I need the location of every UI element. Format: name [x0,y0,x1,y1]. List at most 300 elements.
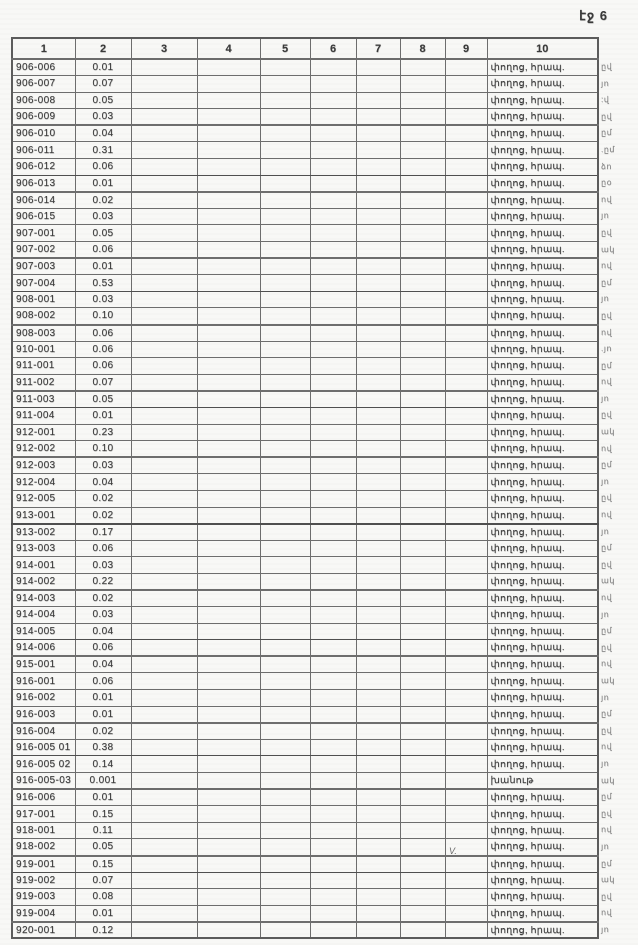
empty-cell [400,325,445,342]
empty-cell [445,773,487,790]
empty-cell [197,756,260,773]
code-cell: 912-004 [12,474,75,491]
empty-cell [356,125,400,142]
table-row [12,789,598,806]
usage-cell: փողոց, հրապ. [487,905,598,922]
empty-cell [400,308,445,325]
empty-cell [260,905,310,922]
code-cell: 915-001 [12,656,75,673]
empty-cell [197,424,260,441]
table-row [12,889,598,906]
area-cell: 0.06 [75,640,131,657]
empty-cell [400,175,445,192]
empty-cell [197,507,260,524]
empty-cell [197,690,260,707]
margin-fragment: ըմ [601,360,613,370]
empty-cell [310,391,356,408]
empty-cell [310,291,356,308]
empty-cell [400,640,445,657]
empty-cell [445,905,487,922]
empty-cell [356,109,400,126]
empty-cell [356,905,400,922]
empty-cell [310,922,356,939]
margin-fragment: ըվ [601,410,613,420]
area-cell: 0.01 [75,789,131,806]
table-row [12,242,598,259]
empty-cell [445,407,487,424]
empty-cell [131,275,197,292]
margin-fragment: ըմ [601,858,613,868]
empty-cell [131,208,197,225]
empty-cell [356,656,400,673]
empty-cell [197,640,260,657]
empty-cell [131,922,197,939]
empty-cell [445,490,487,507]
empty-cell [197,623,260,640]
code-cell: 907-004 [12,275,75,292]
margin-fragment: ըմ [601,277,613,287]
empty-cell [131,789,197,806]
table-row [12,872,598,889]
area-cell: 0.23 [75,424,131,441]
empty-cell [356,424,400,441]
empty-cell [260,507,310,524]
empty-cell [260,208,310,225]
empty-cell [356,441,400,458]
empty-cell [310,822,356,839]
empty-cell [400,125,445,142]
table-row [12,109,598,126]
empty-cell [445,275,487,292]
empty-cell [445,441,487,458]
empty-cell [260,607,310,624]
empty-cell [356,242,400,259]
empty-cell [260,822,310,839]
area-cell: 0.07 [75,872,131,889]
margin-fragment: ով [601,825,613,835]
margin-fragment: յո [601,692,610,702]
empty-cell [445,872,487,889]
empty-cell [197,109,260,126]
empty-cell [197,872,260,889]
empty-cell [400,540,445,557]
empty-cell [445,358,487,375]
usage-cell: փողոց, հրապ. [487,490,598,507]
table-row [12,258,598,275]
table-row [12,723,598,740]
usage-cell: փողոց, հրապ. [487,109,598,126]
empty-cell [197,540,260,557]
margin-fragment: ըվ [601,111,613,121]
empty-cell [356,922,400,939]
empty-cell [197,806,260,823]
empty-cell [400,159,445,176]
area-cell: 0.04 [75,474,131,491]
empty-cell [131,590,197,607]
area-cell: 0.01 [75,706,131,723]
table-row [12,341,598,358]
empty-cell [310,242,356,259]
empty-cell [445,507,487,524]
empty-cell [445,739,487,756]
scan-table [11,37,599,939]
usage-cell: փողոց, հրապ. [487,623,598,640]
empty-cell [131,872,197,889]
margin-fragment: ըմ [601,460,613,470]
code-cell: 913-002 [12,524,75,541]
empty-cell [445,822,487,839]
empty-cell [356,623,400,640]
empty-cell [197,739,260,756]
table-row [12,623,598,640]
empty-cell [197,524,260,541]
empty-cell [356,739,400,756]
empty-cell [445,573,487,590]
empty-cell [445,308,487,325]
empty-cell [400,490,445,507]
empty-cell [310,889,356,906]
area-cell: 0.06 [75,341,131,358]
area-cell: 0.04 [75,623,131,640]
empty-cell [131,822,197,839]
empty-cell [400,789,445,806]
empty-cell [260,374,310,391]
empty-cell [197,291,260,308]
empty-cell [131,424,197,441]
usage-cell: փողոց, հրապ. [487,557,598,574]
column-header: 10 [487,38,598,59]
table-row [12,225,598,242]
empty-cell [356,208,400,225]
empty-cell [310,872,356,889]
area-cell: 0.01 [75,905,131,922]
empty-cell [260,490,310,507]
empty-cell [197,656,260,673]
empty-cell [310,656,356,673]
area-cell: 0.07 [75,374,131,391]
empty-cell [400,507,445,524]
empty-cell [445,474,487,491]
empty-cell [400,673,445,690]
empty-cell [445,723,487,740]
empty-cell [356,789,400,806]
empty-cell [310,806,356,823]
margin-fragment: ըվ [601,642,613,652]
empty-cell [356,806,400,823]
empty-cell [131,441,197,458]
empty-cell [260,175,310,192]
empty-cell [445,175,487,192]
usage-cell: փողոց, հրապ. [487,474,598,491]
code-cell: 919-003 [12,889,75,906]
margin-fragment: յո [601,476,610,486]
empty-cell [310,192,356,209]
empty-cell [310,756,356,773]
empty-cell [310,524,356,541]
empty-cell [310,557,356,574]
empty-cell [356,175,400,192]
table-row [12,291,598,308]
code-cell: 912-002 [12,441,75,458]
empty-cell [400,76,445,93]
code-cell: 911-004 [12,407,75,424]
empty-cell [356,457,400,474]
empty-cell [260,573,310,590]
area-cell: 0.22 [75,573,131,590]
empty-cell [260,441,310,458]
empty-cell [310,424,356,441]
empty-cell [260,225,310,242]
empty-cell [356,773,400,790]
usage-cell: փողոց, հրապ. [487,125,598,142]
empty-cell [400,739,445,756]
empty-cell [445,109,487,126]
empty-cell [131,806,197,823]
margin-fragment: ակ [601,675,615,685]
table-row [12,325,598,342]
empty-cell [400,59,445,76]
empty-cell [260,922,310,939]
empty-cell [260,258,310,275]
empty-cell [260,557,310,574]
empty-cell [131,739,197,756]
empty-cell [445,142,487,159]
empty-cell [197,922,260,939]
empty-cell [356,258,400,275]
usage-cell: փողոց, հրապ. [487,922,598,939]
empty-cell [131,856,197,873]
usage-cell: փողոց, հրապ. [487,524,598,541]
empty-cell [310,607,356,624]
area-cell: 0.06 [75,358,131,375]
area-cell: 0.001 [75,773,131,790]
code-cell: 907-001 [12,225,75,242]
margin-fragments [601,59,635,938]
table-row [12,806,598,823]
margin-fragment: ակ [601,576,615,586]
empty-cell [310,92,356,109]
empty-cell [445,557,487,574]
empty-cell [260,656,310,673]
empty-cell [400,607,445,624]
code-cell: 910-001 [12,341,75,358]
empty-cell [445,208,487,225]
empty-cell [260,773,310,790]
code-cell: 906-013 [12,175,75,192]
table-body [12,59,598,938]
empty-cell [445,856,487,873]
table-row [12,856,598,873]
empty-cell [400,889,445,906]
code-cell: 906-011 [12,142,75,159]
empty-cell [260,391,310,408]
empty-cell [310,706,356,723]
empty-cell [197,192,260,209]
area-cell: 0.03 [75,557,131,574]
empty-cell [131,192,197,209]
margin-fragment: ով [601,659,613,669]
usage-cell: փողոց, հրապ. [487,59,598,76]
table-row [12,590,598,607]
margin-fragment: ըմ [601,709,613,719]
empty-cell [356,325,400,342]
area-cell: 0.01 [75,175,131,192]
empty-cell [445,92,487,109]
code-cell: 918-001 [12,822,75,839]
area-cell: 0.03 [75,109,131,126]
empty-cell [197,773,260,790]
empty-cell [400,706,445,723]
empty-cell [400,291,445,308]
table-row [12,125,598,142]
margin-fragment: ով [601,510,613,520]
empty-cell [260,142,310,159]
margin-fragment: ըվ [601,891,613,901]
empty-cell [131,59,197,76]
empty-cell [260,806,310,823]
empty-cell [310,789,356,806]
empty-cell [400,656,445,673]
empty-cell [445,374,487,391]
empty-cell [400,208,445,225]
empty-cell [356,291,400,308]
empty-cell [197,889,260,906]
code-cell: 912-001 [12,424,75,441]
empty-cell [131,308,197,325]
empty-cell [310,258,356,275]
empty-cell [356,673,400,690]
margin-fragment: ըմ [601,626,613,636]
empty-cell [131,706,197,723]
empty-cell [260,889,310,906]
empty-cell [197,557,260,574]
empty-cell [310,125,356,142]
table-row [12,424,598,441]
empty-cell [197,706,260,723]
margin-fragment: ակ [601,875,615,885]
table-row [12,640,598,657]
usage-cell: փողոց, հրապ. [487,640,598,657]
table-row [12,673,598,690]
empty-cell [400,756,445,773]
empty-cell [197,474,260,491]
empty-cell [260,192,310,209]
table-row [12,474,598,491]
empty-cell [445,690,487,707]
empty-cell [445,756,487,773]
area-cell: 0.15 [75,856,131,873]
empty-cell [310,374,356,391]
usage-cell: փողոց, հրապ. [487,407,598,424]
empty-cell [356,856,400,873]
area-cell: 0.17 [75,524,131,541]
margin-fragment: յո [601,924,610,934]
empty-cell [400,573,445,590]
table-row [12,656,598,673]
empty-cell [400,457,445,474]
code-cell: 916-005 02 [12,756,75,773]
usage-cell: փողոց, հրապ. [487,590,598,607]
table-row [12,507,598,524]
margin-fragment: յո [601,294,610,304]
empty-cell [310,76,356,93]
column-header: 1 [12,38,75,59]
header-row [12,38,598,59]
empty-cell [400,441,445,458]
empty-cell [260,706,310,723]
code-cell: 906-009 [12,109,75,126]
empty-cell [400,524,445,541]
margin-fragment: ըօ [601,178,612,188]
empty-cell [356,872,400,889]
table-row [12,573,598,590]
code-cell: 914-001 [12,557,75,574]
usage-cell: փողոց, հրապ. [487,391,598,408]
empty-cell [445,590,487,607]
usage-cell: փողոց, հրապ. [487,856,598,873]
empty-cell [356,723,400,740]
empty-cell [400,922,445,939]
empty-cell [260,76,310,93]
empty-cell [400,822,445,839]
empty-cell [445,325,487,342]
empty-cell [356,341,400,358]
empty-cell [445,125,487,142]
empty-cell [400,275,445,292]
empty-cell [356,839,400,856]
usage-cell: փողոց, հրապ. [487,208,598,225]
empty-cell [131,242,197,259]
margin-fragment: ով [601,327,613,337]
empty-cell [131,905,197,922]
empty-cell [445,225,487,242]
empty-cell [197,839,260,856]
usage-cell: փողոց, հրապ. [487,341,598,358]
empty-cell [400,723,445,740]
margin-fragment: ով [601,908,613,918]
code-cell: 911-002 [12,374,75,391]
code-cell: 911-001 [12,358,75,375]
code-cell: 906-006 [12,59,75,76]
code-cell: 906-012 [12,159,75,176]
empty-cell [197,573,260,590]
margin-fragment: ըվ [601,310,613,320]
empty-cell [197,723,260,740]
empty-cell [197,92,260,109]
usage-cell: փողոց, հրապ. [487,507,598,524]
table-row [12,557,598,574]
empty-cell [197,673,260,690]
empty-cell [197,308,260,325]
margin-fragment: ով [601,194,613,204]
empty-cell [260,358,310,375]
empty-cell [260,590,310,607]
empty-cell [131,490,197,507]
empty-cell [356,92,400,109]
empty-cell [400,225,445,242]
area-cell: 0.06 [75,159,131,176]
usage-cell: փողոց, հրապ. [487,656,598,673]
table-row [12,540,598,557]
area-cell: 0.07 [75,76,131,93]
empty-cell [310,507,356,524]
empty-cell [131,457,197,474]
empty-cell [197,905,260,922]
table-row [12,524,598,541]
usage-cell: փողոց, հրապ. [487,142,598,159]
empty-cell [197,59,260,76]
margin-fragment: ակ [601,775,615,785]
